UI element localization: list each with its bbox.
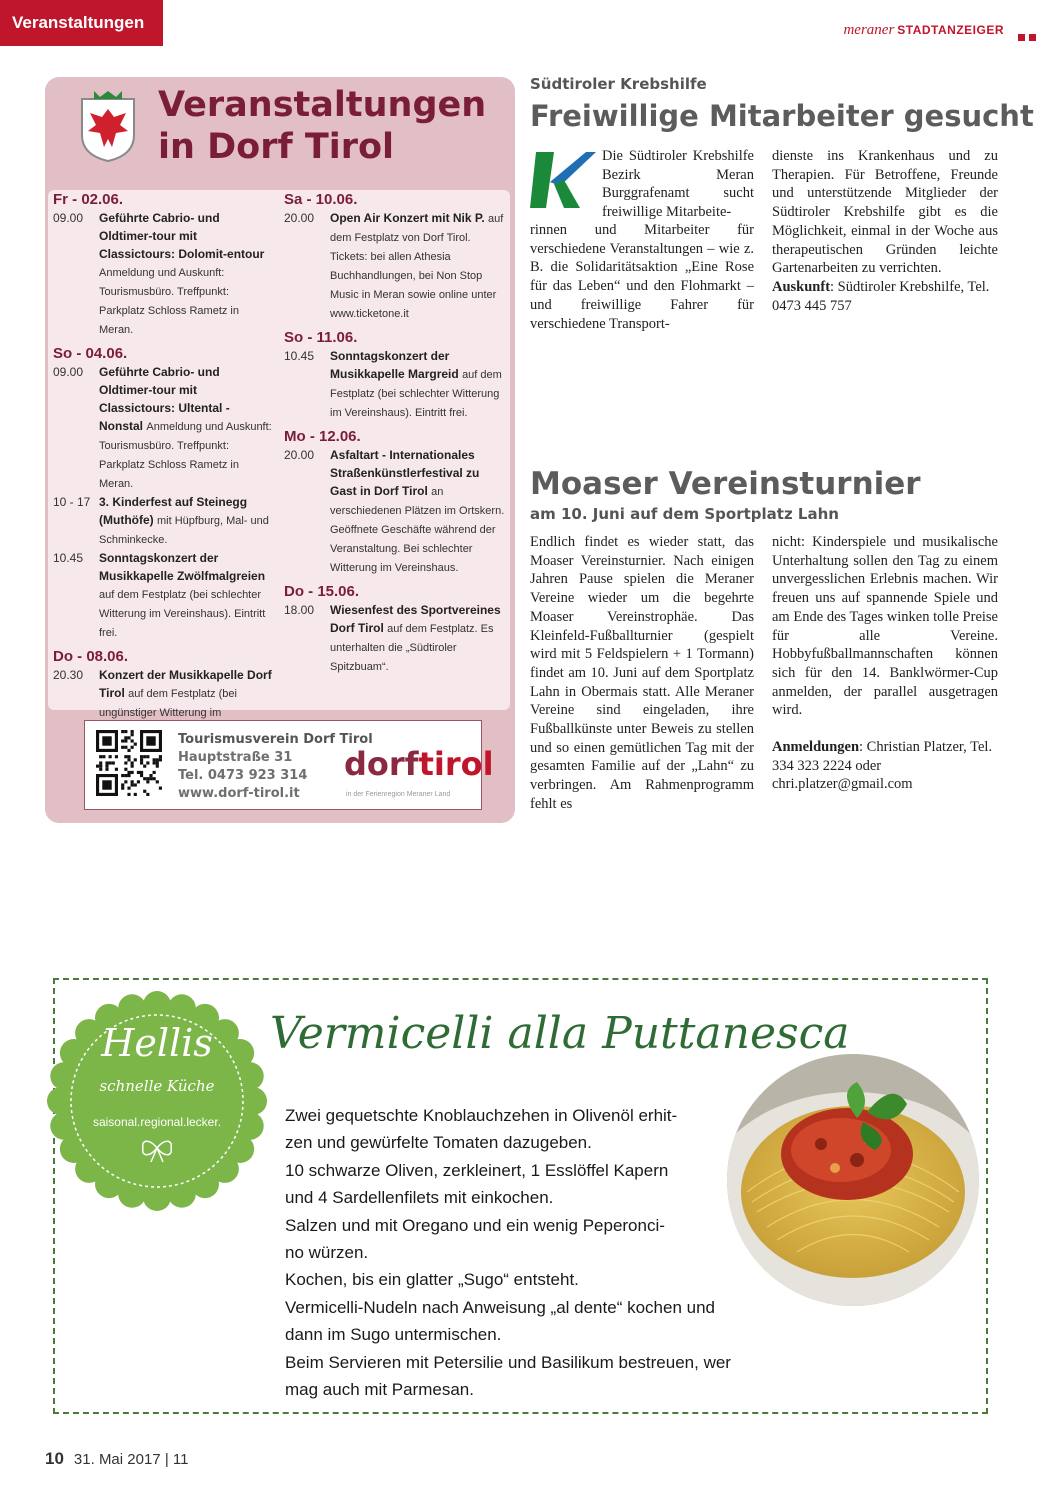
event-title: Sonntagskonzert der Musikkapelle Margreid (330, 349, 459, 381)
event-description: mit Hüpfburg, Mal- und Schminkecke. (99, 515, 269, 546)
event-description: auf dem Festplatz (bei schlechter Witterung im Vereinshaus). Eintritt frei. (330, 369, 502, 419)
event-time: 20.00 (284, 211, 315, 225)
event-date: Do - 15.06. (284, 583, 360, 600)
issue-date: 31. Mai 2017 | 11 (73, 1451, 189, 1468)
event-time: 20.30 (53, 668, 84, 682)
event-time: 18.00 (284, 603, 315, 617)
moaser-title: Moaser Vereinsturnier (530, 466, 921, 502)
events-left-column (53, 185, 275, 741)
event-date: So - 04.06. (53, 345, 128, 362)
krebshilfe-text-col2: dienste ins Krankenhaus und zu Therapien. Für Betroffene, Freunde und unterstützende Mitglieder der Südtiroler Krebshilfe gibt es die Möglichkeit, einmal in der Woche aus therapeutischen Gründen leichte Gartenarbeiten zu verrichten. Auskunft: Südtiroler Krebshilfe, Tel. 0473 445 757 (772, 148, 998, 314)
event-description: auf dem Festplatz. Es unterhalten die „Südtiroler Spitzbuam“. (330, 623, 494, 673)
krebshilfe-text-col1: rinnen und Mitarbeiter für verschiedene Veranstaltungen – wie z. B. die Solidaritätsaktion „Eine Rose für das Leben“ und den Flohmarkt – und freiwillige Fahrer für verschiedene Transport- (530, 222, 754, 332)
events-right-column (284, 185, 506, 676)
event-item (284, 347, 506, 422)
event-item (53, 549, 275, 642)
event-title: Konzert der Musikkapelle Dorf Tirol (99, 668, 272, 700)
moaser-text-col1: Endlich findet es wieder statt, das Moaser Vereinsturnier. Nach einigen Jahren Pause spielen die Meraner Vereine wieder um die begehrte Moaser Vereinstrophäe. Das Kleinfeld-Fußballturnier (gespielt wird mit 5 Feldspielern + 1 Tormann) findet am 10. Juni auf dem Sportplatz Lahn in Obermais statt. Alle Meraner Vereine sind eingeladen, ihre Fußballkünste unter Beweis zu stellen und so einen gemütlichen Tag mit der gesamten Familie auf der „Lahn“ zu verbringen. Am Rahmenprogramm fehlt es (530, 534, 754, 812)
recipe-line: dann im Sugo untermischen. (285, 1325, 502, 1345)
dorftirol-logo: dorftirol (344, 745, 494, 783)
event-time: 10.45 (53, 551, 84, 565)
tourism-phone: Tel. 0473 923 314 (178, 768, 308, 783)
moaser-contact: : Christian Platzer, Tel. 334 323 2224 oder chri.platzer@gmail.com (772, 739, 993, 793)
event-date: Mo - 12.06. (284, 428, 361, 445)
badge-title: Hellis (101, 1021, 213, 1065)
event-item (284, 446, 506, 577)
recipe-line: no würzen. (285, 1243, 369, 1263)
event-time: 09.00 (53, 211, 84, 225)
moaser-contact-label: Anmeldungen (772, 739, 860, 756)
recipe-line: Vermicelli-Nudeln nach Anweisung „al dente“ kochen und (285, 1297, 715, 1317)
event-date: Fr - 02.06. (53, 191, 124, 208)
qr-code-icon (96, 730, 162, 796)
event-description: auf dem Festplatz (bei schlechter Witterung im Vereinshaus). Eintritt frei. (99, 589, 266, 639)
krebshilfe-contact-label: Auskunft (772, 278, 831, 295)
event-date: Do - 08.06. (53, 648, 129, 665)
events-title: Veranstaltungen in Dorf Tirol (158, 85, 487, 167)
brand-dots (1014, 28, 1036, 46)
event-time: 20.00 (284, 448, 315, 462)
dorftirol-logo-sub: in der Ferienregion Meraner Land (346, 791, 451, 798)
pasta-dish-image (707, 1052, 999, 1308)
brand-script: meraner (843, 22, 895, 38)
event-description: an verschiedenen Plätzen im Ortskern. Geöffnete Geschäfte während der Veranstaltung. Bei schlechter Witterung im Vereinshaus. (330, 486, 505, 574)
tourism-name: Tourismusverein Dorf Tirol (178, 732, 373, 747)
tourism-web: www.dorf-tirol.it (178, 786, 300, 801)
event-title: Sonntagskonzert der Musikkapelle Zwölfmalgreien (99, 551, 266, 583)
recipe-line: Kochen, bis ein glatter „Sugo“ entsteht. (285, 1270, 579, 1290)
publication-brand (843, 22, 1004, 39)
event-item (284, 209, 506, 323)
brand-name: STADTANZEIGER (897, 23, 1004, 37)
event-time: 10 - 17 (53, 495, 91, 509)
event-title: Open Air Konzert mit Nik P. (330, 211, 485, 225)
hellis-badge (46, 990, 268, 1212)
krebshilfe-title: Freiwillige Mitarbeiter gesucht (530, 99, 1034, 133)
krebshilfe-kicker: Südtiroler Krebshilfe (530, 75, 707, 93)
recipe-line: und 4 Sardellenfilets mit einkochen. (285, 1188, 554, 1208)
event-item (284, 601, 506, 676)
badge-subtitle: schnelle Küche (99, 1077, 215, 1095)
recipe-instructions (285, 1102, 765, 1403)
moaser-subtitle: am 10. Juni auf dem Sportplatz Lahn (530, 505, 839, 523)
event-item (53, 363, 275, 493)
event-description: Anmeldung und Auskunft: Tourismusbüro. Treffpunkt: Parkplatz Schloss Rametz in Meran. (99, 267, 239, 336)
event-title: Geführte Cabrio- und Oldtimer-tour mit Classictours: Ultental - Nonstal (99, 365, 230, 433)
badge-tagline: saisonal.regional.lecker. (92, 1115, 222, 1129)
event-description: Anmeldung und Auskunft: Tourismusbüro. Treffpunkt: Parkplatz Schloss Rametz in Meran. (99, 421, 272, 490)
event-description: auf dem Festplatz von Dorf Tirol. Tickets: bei allen Athesia Buchhandlungen, bei Non Stop Music in Meran sowie online unter www.ticketone.it (330, 213, 504, 320)
event-date: So - 11.06. (284, 329, 358, 346)
krebshilfe-contact: : Südtiroler Krebshilfe, Tel. 0473 445 757 (772, 278, 990, 314)
event-date: Sa - 10.06. (284, 191, 358, 208)
krebshilfe-logo-icon (530, 148, 596, 212)
event-title: Asfaltart - Internationales Straßenkünstlerfestival zu Gast in Dorf Tirol (330, 448, 480, 498)
recipe-line: Beim Servieren mit Petersilie und Basilikum bestreuen, wer (285, 1352, 731, 1372)
moaser-text-col2: nicht: Kinderspiele und musikalische Unterhaltung sollen den Tag zu einem unvergesslichen Erlebnis machen. Wir freuen uns auf spannende Spiele und am Ende des Tages winken tolle Preise für alle Vereine. Hobbyfußballmannschaften können sich für den 14. Banklwörmer-Cup anmelden, der parallel ausgetragen wird. Anmeldungen: Christian Platzer, Tel. 334 323 2224 oder chri.platzer@gmail.com (772, 534, 998, 793)
recipe-line: mag auch mit Parmesan. (285, 1380, 474, 1400)
recipe-line: zen und gewürfelte Tomaten dazugeben. (285, 1133, 592, 1153)
event-title: Geführte Cabrio- und Oldtimer-tour mit Classictours: Dolomit-entour (99, 211, 265, 261)
event-title: 3. Kinderfest auf Steinegg (Muthöfe) (99, 495, 248, 527)
event-item (53, 493, 275, 549)
tirol-crest-icon (78, 87, 138, 163)
event-time: 09.00 (53, 365, 84, 379)
krebshilfe-text-intro: Die Südtiroler Krebshilfe Bezirk Meran Burggrafenamt sucht freiwillige Mitarbeite- (602, 148, 754, 221)
tourism-street: Hauptstraße 31 (178, 750, 293, 765)
event-time: 10.45 (284, 349, 315, 363)
event-item (53, 209, 275, 339)
recipe-line: Zwei gequetschte Knoblauchzehen in Olivenöl erhit- (285, 1106, 678, 1125)
page-number: 10 (45, 1449, 64, 1468)
page-footer (45, 1449, 188, 1469)
event-title: Wiesenfest des Sportvereines Dorf Tirol (330, 603, 501, 635)
recipe-line: 10 schwarze Oliven, zerkleinert, 1 Esslöffel Kapern (285, 1160, 669, 1180)
recipe-title: Vermicelli alla Puttanesca (270, 1008, 850, 1059)
recipe-line: Salzen und mit Oregano und ein wenig Peperonci- (285, 1215, 665, 1235)
section-tab: Veranstaltungen (0, 0, 163, 46)
event-description: auf dem Festplatz (bei ungünstiger Witterung im (99, 688, 237, 719)
